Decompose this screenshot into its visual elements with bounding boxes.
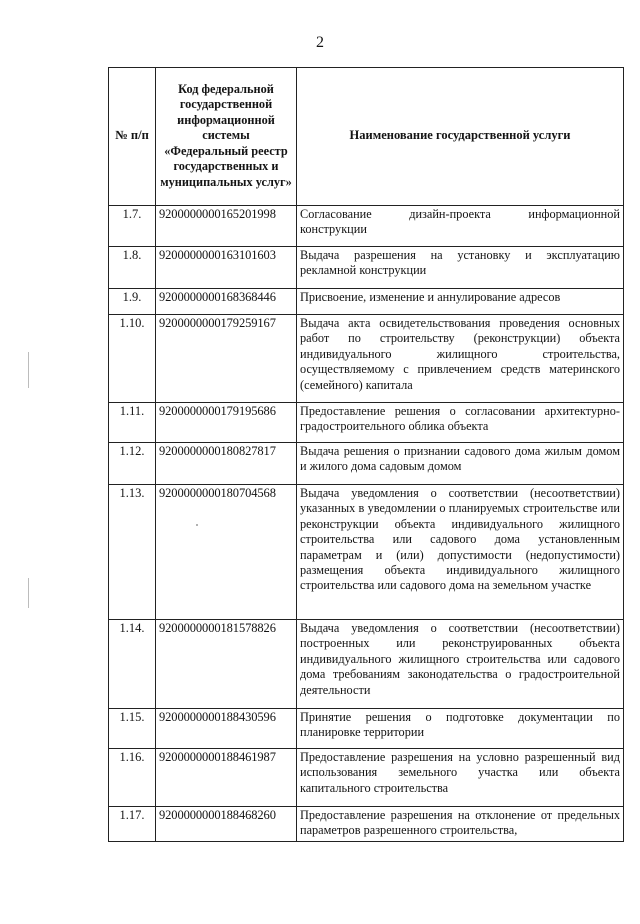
margin-scan-mark [28,352,29,388]
table-row [109,315,624,403]
table-row [109,709,624,749]
table-row [109,443,624,485]
row-code: 9200000000168368446 [156,289,297,315]
table-row [109,403,624,443]
row-code: 9200000000179195686 [156,403,297,443]
row-code: 9200000000188461987 [156,749,297,807]
row-number: 1.12. [109,443,156,485]
header-frgu-code: Код федеральной государственной информационной системы «Федеральный реестр государственных и муниципальных услуг» [156,68,297,206]
row-service-name: Предоставление разрешения на отклонение от предельных параметров разрешенного строительства, [297,807,624,842]
table-row [109,485,624,620]
row-number: 1.10. [109,315,156,403]
row-number: 1.7. [109,206,156,247]
table-row [109,620,624,709]
header-service-name: Наименование государственной услуги [297,68,624,206]
row-code: 9200000000165201998 [156,206,297,247]
row-code: 9200000000179259167 [156,315,297,403]
row-number: 1.15. [109,709,156,749]
table-row [109,206,624,247]
table-row [109,247,624,289]
row-number: 1.13. [109,485,156,620]
row-number: 1.11. [109,403,156,443]
row-code: 9200000000180704568 [156,485,297,620]
row-service-name: Выдача решения о признании садового дома жилым домом и жилого дома садовым домом [297,443,624,485]
row-service-name: Выдача уведомления о соответствии (несоответствии) построенных или реконструированных объекта индивидуального жилищного строительства или садового дома требованиям законодательства о градостроительной деятельности [297,620,624,709]
row-number: 1.16. [109,749,156,807]
table-row [109,807,624,842]
row-code: 9200000000188430596 [156,709,297,749]
row-number: 1.17. [109,807,156,842]
row-number: 1.9. [109,289,156,315]
row-code: 9200000000163101603 [156,247,297,289]
page-number: 2 [316,34,324,51]
row-code: 9200000000180827817 [156,443,297,485]
header-number: № п/п [109,68,156,206]
row-number: 1.8. [109,247,156,289]
row-service-name: Выдача уведомления о соответствии (несоответствии) указанных в уведомлении о планируемых строительстве или реконструкции объекта индивидуального жилищного строительства или садового дома установленным параметрам и (или) допустимости (недопустимости) размещения объекта индивидуального жилищного строительства или садового дома на земельном участке [297,485,624,620]
table-row [109,749,624,807]
table-row [109,289,624,315]
row-service-name: Присвоение, изменение и аннулирование адресов [297,289,624,315]
row-service-name: Предоставление разрешения на условно разрешенный вид использования земельного участка или объекта капитального строительства [297,749,624,807]
services-table [108,67,624,842]
row-service-name: Выдача акта освидетельствования проведения основных работ по строительству (реконструкции) объекта индивидуального жилищного строительства, осуществляемому с привлечением средств материнского (семейного) капитала [297,315,624,403]
margin-scan-mark [28,578,29,608]
row-service-name: Предоставление решения о согласовании архитектурно-градостроительного облика объекта [297,403,624,443]
row-service-name: Согласование дизайн-проекта информационной конструкции [297,206,624,247]
row-service-name: Выдача разрешения на установку и эксплуатацию рекламной конструкции [297,247,624,289]
row-number: 1.14. [109,620,156,709]
table-header-row [109,68,624,206]
row-service-name: Принятие решения о подготовке документации по планировке территории [297,709,624,749]
row-code: 9200000000188468260 [156,807,297,842]
row-code: 9200000000181578826 [156,620,297,709]
